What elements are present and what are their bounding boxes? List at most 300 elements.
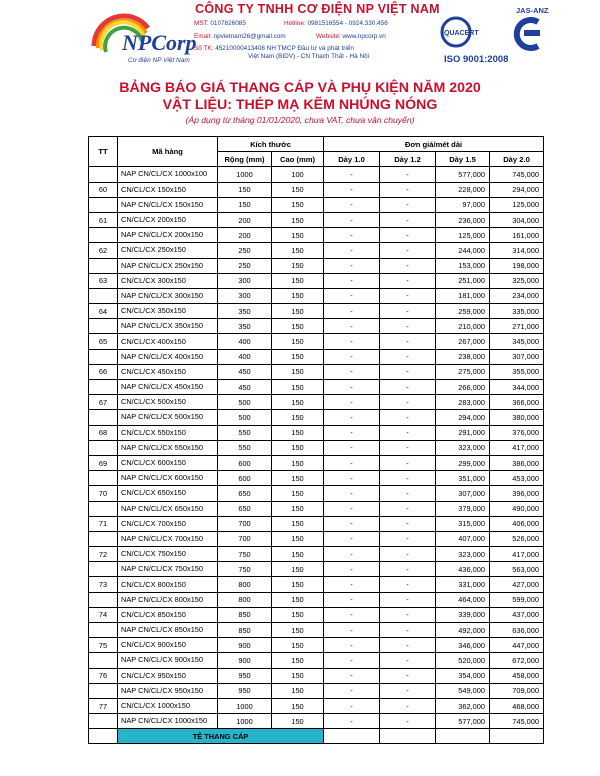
- cell-d12: -: [380, 698, 436, 713]
- cell-rong: 850: [218, 607, 272, 622]
- cell-d10: -: [324, 197, 380, 212]
- footer-cell: [490, 729, 544, 744]
- cell-ma: CN/CL/CX 900x150: [118, 638, 218, 653]
- cell-d15: 210,000: [436, 319, 490, 334]
- cell-d20: 345,000: [490, 334, 544, 349]
- cell-d15: 251,000: [436, 273, 490, 288]
- cell-d15: 294,000: [436, 410, 490, 425]
- table-row: [89, 486, 544, 501]
- cell-d10: -: [324, 304, 380, 319]
- cell-d20: 386,000: [490, 455, 544, 470]
- cell-tt: [89, 228, 118, 243]
- cell-d20: 125,000: [490, 197, 544, 212]
- logo-subtitle: Cơ điện NP Việt Nam: [128, 57, 190, 64]
- cell-d12: -: [380, 228, 436, 243]
- cell-rong: 150: [218, 182, 272, 197]
- cell-cao: 150: [272, 653, 324, 668]
- cell-ma: NAP CN/CL/CX 750x150: [118, 562, 218, 577]
- cell-d12: -: [380, 243, 436, 258]
- cell-rong: 450: [218, 364, 272, 379]
- cell-cao: 150: [272, 410, 324, 425]
- cell-d20: 745,000: [490, 167, 544, 182]
- cell-d20: 427,000: [490, 577, 544, 592]
- cell-tt: [89, 440, 118, 455]
- cell-d20: 468,000: [490, 698, 544, 713]
- cell-tt: 66: [89, 364, 118, 379]
- page-header: [0, 0, 600, 74]
- cell-d15: 307,000: [436, 486, 490, 501]
- iso-text: ISO 9001:2008: [444, 54, 509, 65]
- col-header-day-1-5: Dày 1.5: [436, 152, 490, 167]
- hotline-line: [284, 20, 388, 27]
- cell-d20: 417,000: [490, 440, 544, 455]
- cell-d12: -: [380, 623, 436, 638]
- cell-d12: -: [380, 167, 436, 182]
- table-row: [89, 440, 544, 455]
- table-row: [89, 197, 544, 212]
- cell-d12: -: [380, 319, 436, 334]
- cell-d15: 244,000: [436, 243, 490, 258]
- c-mark-icon: [517, 20, 540, 48]
- cell-d10: -: [324, 334, 380, 349]
- cell-tt: 68: [89, 425, 118, 440]
- cell-d12: -: [380, 486, 436, 501]
- table-row: [89, 562, 544, 577]
- cell-d12: -: [380, 638, 436, 653]
- cell-d12: -: [380, 349, 436, 364]
- cell-cao: 150: [272, 592, 324, 607]
- cell-cao: 150: [272, 304, 324, 319]
- cell-ma: NAP CN/CL/CX 200x150: [118, 228, 218, 243]
- footer-cell: [380, 729, 436, 744]
- table-row: [89, 243, 544, 258]
- website-line: [316, 33, 386, 40]
- cell-ma: CN/CL/CX 450x150: [118, 364, 218, 379]
- col-header-don-gia: Đơn giá/mét dài: [324, 137, 544, 152]
- website-link[interactable]: www.npcorp.vn: [342, 33, 386, 40]
- cell-d12: -: [380, 455, 436, 470]
- cell-rong: 300: [218, 273, 272, 288]
- cell-ma: CN/CL/CX 350x150: [118, 304, 218, 319]
- cell-tt: [89, 349, 118, 364]
- cell-tt: 60: [89, 182, 118, 197]
- table-row: [89, 531, 544, 546]
- cell-tt: [89, 197, 118, 212]
- cell-rong: 750: [218, 562, 272, 577]
- cell-d12: -: [380, 668, 436, 683]
- cell-cao: 150: [272, 334, 324, 349]
- cell-d15: 291,000: [436, 425, 490, 440]
- cell-d20: 307,000: [490, 349, 544, 364]
- cell-d15: 464,000: [436, 592, 490, 607]
- cell-d10: -: [324, 258, 380, 273]
- cell-tt: [89, 471, 118, 486]
- cell-rong: 500: [218, 395, 272, 410]
- cell-d20: 304,000: [490, 212, 544, 227]
- cell-d12: -: [380, 380, 436, 395]
- table-row: [89, 212, 544, 227]
- cell-ma: NAP CN/CL/CX 500x150: [118, 410, 218, 425]
- cell-d10: -: [324, 212, 380, 227]
- cell-tt: [89, 562, 118, 577]
- cell-d15: 323,000: [436, 547, 490, 562]
- footer-cell: [324, 729, 380, 744]
- cell-cao: 150: [272, 258, 324, 273]
- bank-line-1: [194, 45, 354, 52]
- bank-line-2: Việt Nam (BIDV) - CN Thạch Thất - Hà Nội: [248, 53, 370, 60]
- cell-d12: -: [380, 516, 436, 531]
- cell-d12: -: [380, 197, 436, 212]
- cell-cao: 150: [272, 319, 324, 334]
- cell-cao: 100: [272, 167, 324, 182]
- cell-rong: 650: [218, 501, 272, 516]
- cell-d15: 283,000: [436, 395, 490, 410]
- cell-d15: 97,000: [436, 197, 490, 212]
- col-header-ma-hang: Mã hàng: [118, 137, 218, 167]
- cell-ma: CN/CL/CX 150x150: [118, 182, 218, 197]
- cell-cao: 150: [272, 683, 324, 698]
- cell-cao: 150: [272, 212, 324, 227]
- cell-cao: 150: [272, 395, 324, 410]
- cell-d10: -: [324, 273, 380, 288]
- cell-d12: -: [380, 714, 436, 729]
- cell-d15: 266,000: [436, 380, 490, 395]
- apply-note: (Áp dụng từ tháng 01/01/2020, chưa VAT, chưa vận chuyển): [185, 115, 415, 125]
- cell-d15: 379,000: [436, 501, 490, 516]
- cell-ma: NAP CN/CL/CX 600x150: [118, 471, 218, 486]
- cell-ma: NAP CN/CL/CX 550x150: [118, 440, 218, 455]
- cell-d10: -: [324, 440, 380, 455]
- cell-rong: 700: [218, 531, 272, 546]
- col-header-tt: TT: [89, 137, 118, 167]
- stk-value: 45210000413408 NH TMCP Đầu tư và phát triển: [215, 45, 354, 52]
- cell-d15: 228,000: [436, 182, 490, 197]
- cell-d10: -: [324, 714, 380, 729]
- cell-ma: CN/CL/CX 850x150: [118, 607, 218, 622]
- cell-ma: CN/CL/CX 250x150: [118, 243, 218, 258]
- table-row: [89, 258, 544, 273]
- cell-cao: 150: [272, 547, 324, 562]
- table-row: [89, 607, 544, 622]
- col-header-kich-thuoc: Kích thước: [218, 137, 324, 152]
- email-link[interactable]: npvietnam26@gmail.com: [213, 33, 286, 40]
- cell-d15: 238,000: [436, 349, 490, 364]
- cell-d20: 490,000: [490, 501, 544, 516]
- cell-d10: -: [324, 531, 380, 546]
- email-line: [194, 33, 286, 40]
- cell-cao: 150: [272, 623, 324, 638]
- cell-rong: 450: [218, 380, 272, 395]
- cell-d10: -: [324, 364, 380, 379]
- cell-cao: 150: [272, 182, 324, 197]
- cell-d12: -: [380, 607, 436, 622]
- cell-d20: 161,000: [490, 228, 544, 243]
- cell-d20: 563,000: [490, 562, 544, 577]
- stk-label: Số TK:: [194, 45, 214, 52]
- cell-d20: 271,000: [490, 319, 544, 334]
- cell-d10: -: [324, 228, 380, 243]
- cell-rong: 350: [218, 319, 272, 334]
- cell-tt: 70: [89, 486, 118, 501]
- cell-rong: 950: [218, 683, 272, 698]
- cell-d10: -: [324, 243, 380, 258]
- cell-tt: [89, 714, 118, 729]
- cell-ma: CN/CL/CX 650x150: [118, 486, 218, 501]
- cell-cao: 150: [272, 577, 324, 592]
- table-row: [89, 683, 544, 698]
- mst-value: 0107826085: [210, 20, 246, 27]
- cell-d20: 417,000: [490, 547, 544, 562]
- col-header-cao: Cao (mm): [272, 152, 324, 167]
- cell-d15: 181,000: [436, 288, 490, 303]
- cell-cao: 150: [272, 425, 324, 440]
- cell-cao: 150: [272, 197, 324, 212]
- table-row: [89, 714, 544, 729]
- cell-d15: 315,000: [436, 516, 490, 531]
- cell-d15: 577,000: [436, 714, 490, 729]
- cell-d12: -: [380, 683, 436, 698]
- email-label: Email:: [194, 33, 212, 40]
- table-row: [89, 380, 544, 395]
- cell-tt: 71: [89, 516, 118, 531]
- cell-ma: NAP CN/CL/CX 250x150: [118, 258, 218, 273]
- cell-tt: 64: [89, 304, 118, 319]
- logo-text: NPCorp: [122, 30, 197, 55]
- table-row: [89, 364, 544, 379]
- contact-line-1: [194, 20, 246, 27]
- cell-ma: NAP CN/CL/CX 400x150: [118, 349, 218, 364]
- cell-d12: -: [380, 501, 436, 516]
- table-row: [89, 547, 544, 562]
- cell-d10: -: [324, 167, 380, 182]
- cell-d15: 331,000: [436, 577, 490, 592]
- cell-d20: 745,000: [490, 714, 544, 729]
- cell-rong: 1000: [218, 698, 272, 713]
- cell-d20: 325,000: [490, 273, 544, 288]
- cell-d12: -: [380, 471, 436, 486]
- cell-cao: 150: [272, 471, 324, 486]
- cell-d10: -: [324, 455, 380, 470]
- cell-d12: -: [380, 395, 436, 410]
- cell-ma: NAP CN/CL/CX 150x150: [118, 197, 218, 212]
- cell-d10: -: [324, 668, 380, 683]
- cell-cao: 150: [272, 243, 324, 258]
- cell-d12: -: [380, 562, 436, 577]
- cell-d15: 520,000: [436, 653, 490, 668]
- col-header-day-1-2: Dày 1.2: [380, 152, 436, 167]
- cell-tt: [89, 258, 118, 273]
- cell-ma: NAP CN/CL/CX 850x150: [118, 623, 218, 638]
- cell-cao: 150: [272, 273, 324, 288]
- cell-cao: 150: [272, 349, 324, 364]
- cell-ma: NAP CN/CL/CX 1000x100: [118, 167, 218, 182]
- cell-d10: -: [324, 562, 380, 577]
- cell-d20: 526,000: [490, 531, 544, 546]
- cell-d12: -: [380, 531, 436, 546]
- cell-d20: 437,000: [490, 607, 544, 622]
- cell-cao: 150: [272, 638, 324, 653]
- cell-d15: 125,000: [436, 228, 490, 243]
- cell-d12: -: [380, 425, 436, 440]
- cell-d10: -: [324, 607, 380, 622]
- cell-d10: -: [324, 547, 380, 562]
- quacert-text: QUACERT: [444, 30, 479, 37]
- cell-cao: 150: [272, 562, 324, 577]
- cell-tt: 76: [89, 668, 118, 683]
- cell-cao: 150: [272, 288, 324, 303]
- cell-rong: 600: [218, 471, 272, 486]
- cell-tt: 62: [89, 243, 118, 258]
- cell-d12: -: [380, 334, 436, 349]
- cell-tt: 73: [89, 577, 118, 592]
- cell-ma: CN/CL/CX 300x150: [118, 273, 218, 288]
- table-row: [89, 319, 544, 334]
- table-row: [89, 592, 544, 607]
- cell-ma: NAP CN/CL/CX 1000x150: [118, 714, 218, 729]
- cell-tt: [89, 167, 118, 182]
- cell-tt: 67: [89, 395, 118, 410]
- cell-tt: 61: [89, 212, 118, 227]
- cell-d10: -: [324, 638, 380, 653]
- mst-label: MST:: [194, 20, 209, 27]
- cell-ma: NAP CN/CL/CX 650x150: [118, 501, 218, 516]
- cell-d12: -: [380, 577, 436, 592]
- cell-d20: 344,000: [490, 380, 544, 395]
- cell-d10: -: [324, 486, 380, 501]
- col-header-rong: Rộng (mm): [218, 152, 272, 167]
- cell-d10: -: [324, 319, 380, 334]
- cell-d10: -: [324, 182, 380, 197]
- cell-d10: -: [324, 471, 380, 486]
- cell-ma: NAP CN/CL/CX 300x150: [118, 288, 218, 303]
- table-row: [89, 167, 544, 182]
- cell-tt: 72: [89, 547, 118, 562]
- table-row: [89, 410, 544, 425]
- cell-ma: CN/CL/CX 700x150: [118, 516, 218, 531]
- cell-d15: 153,000: [436, 258, 490, 273]
- cell-d12: -: [380, 653, 436, 668]
- cell-ma: CN/CL/CX 800x150: [118, 577, 218, 592]
- cell-cao: 150: [272, 531, 324, 546]
- table-row: [89, 455, 544, 470]
- cell-d20: 335,000: [490, 304, 544, 319]
- col-header-day-2-0: Dày 2.0: [490, 152, 544, 167]
- cell-d20: 458,000: [490, 668, 544, 683]
- cell-rong: 750: [218, 547, 272, 562]
- cell-cao: 150: [272, 668, 324, 683]
- cell-d20: 355,000: [490, 364, 544, 379]
- cell-d15: 299,000: [436, 455, 490, 470]
- table-row: [89, 653, 544, 668]
- cell-d12: -: [380, 410, 436, 425]
- cell-rong: 200: [218, 212, 272, 227]
- website-label: Website:: [316, 33, 341, 40]
- cell-d15: 275,000: [436, 364, 490, 379]
- cell-cao: 150: [272, 607, 324, 622]
- cell-d20: 376,000: [490, 425, 544, 440]
- price-list-title: BẢNG BÁO GIÁ THANG CÁP VÀ PHỤ KIỆN NĂM 2020: [119, 80, 481, 96]
- title-block: [0, 80, 600, 127]
- cell-cao: 150: [272, 455, 324, 470]
- cell-ma: CN/CL/CX 400x150: [118, 334, 218, 349]
- cell-rong: 550: [218, 440, 272, 455]
- cell-d12: -: [380, 547, 436, 562]
- cell-d12: -: [380, 364, 436, 379]
- company-name: CÔNG TY TNHH CƠ ĐIỆN NP VIỆT NAM: [195, 2, 440, 16]
- cell-d20: 198,000: [490, 258, 544, 273]
- cell-d20: 314,000: [490, 243, 544, 258]
- cell-d20: 406,000: [490, 516, 544, 531]
- cell-rong: 250: [218, 243, 272, 258]
- cell-tt: [89, 531, 118, 546]
- cell-d20: 380,000: [490, 410, 544, 425]
- cell-cao: 150: [272, 714, 324, 729]
- cell-cao: 150: [272, 440, 324, 455]
- table-row: [89, 395, 544, 410]
- cell-d10: -: [324, 577, 380, 592]
- cell-d15: 492,000: [436, 623, 490, 638]
- cell-ma: CN/CL/CX 950x150: [118, 668, 218, 683]
- cell-ma: CN/CL/CX 550x150: [118, 425, 218, 440]
- cell-cao: 150: [272, 698, 324, 713]
- cell-cao: 150: [272, 380, 324, 395]
- table-row: [89, 501, 544, 516]
- cell-rong: 150: [218, 197, 272, 212]
- cell-tt: [89, 410, 118, 425]
- cell-d15: 236,000: [436, 212, 490, 227]
- cell-d20: 636,000: [490, 623, 544, 638]
- cell-d10: -: [324, 683, 380, 698]
- cell-tt: 75: [89, 638, 118, 653]
- section-label-te-thang-cap: TÊ THANG CÁP: [118, 729, 324, 744]
- cell-d10: -: [324, 698, 380, 713]
- cell-d20: 447,000: [490, 638, 544, 653]
- cell-tt: 65: [89, 334, 118, 349]
- cell-rong: 900: [218, 638, 272, 653]
- cell-d10: -: [324, 516, 380, 531]
- cell-rong: 850: [218, 623, 272, 638]
- cell-tt: [89, 501, 118, 516]
- cell-ma: CN/CL/CX 750x150: [118, 547, 218, 562]
- cell-ma: NAP CN/CL/CX 900x150: [118, 653, 218, 668]
- jas-anz-text: JAS-ANZ: [516, 6, 549, 15]
- table-row: [89, 304, 544, 319]
- cell-cao: 150: [272, 364, 324, 379]
- quacert-iso-logo: [440, 4, 552, 68]
- cell-rong: 350: [218, 304, 272, 319]
- cell-cao: 150: [272, 501, 324, 516]
- cell-d15: 436,000: [436, 562, 490, 577]
- cell-tt: 74: [89, 607, 118, 622]
- cell-d15: 407,000: [436, 531, 490, 546]
- col-header-day-1-0: Dày 1.0: [324, 152, 380, 167]
- cell-rong: 550: [218, 425, 272, 440]
- cell-d15: 323,000: [436, 440, 490, 455]
- cell-cao: 150: [272, 516, 324, 531]
- cell-d10: -: [324, 395, 380, 410]
- cell-d10: -: [324, 653, 380, 668]
- cell-ma: CN/CL/CX 600x150: [118, 455, 218, 470]
- cell-d20: 453,000: [490, 471, 544, 486]
- cell-ma: CN/CL/CX 500x150: [118, 395, 218, 410]
- cell-d10: -: [324, 623, 380, 638]
- cell-rong: 400: [218, 334, 272, 349]
- cell-rong: 300: [218, 288, 272, 303]
- cell-tt: [89, 653, 118, 668]
- cell-tt: 69: [89, 455, 118, 470]
- cell-d15: 354,000: [436, 668, 490, 683]
- cell-tt: [89, 380, 118, 395]
